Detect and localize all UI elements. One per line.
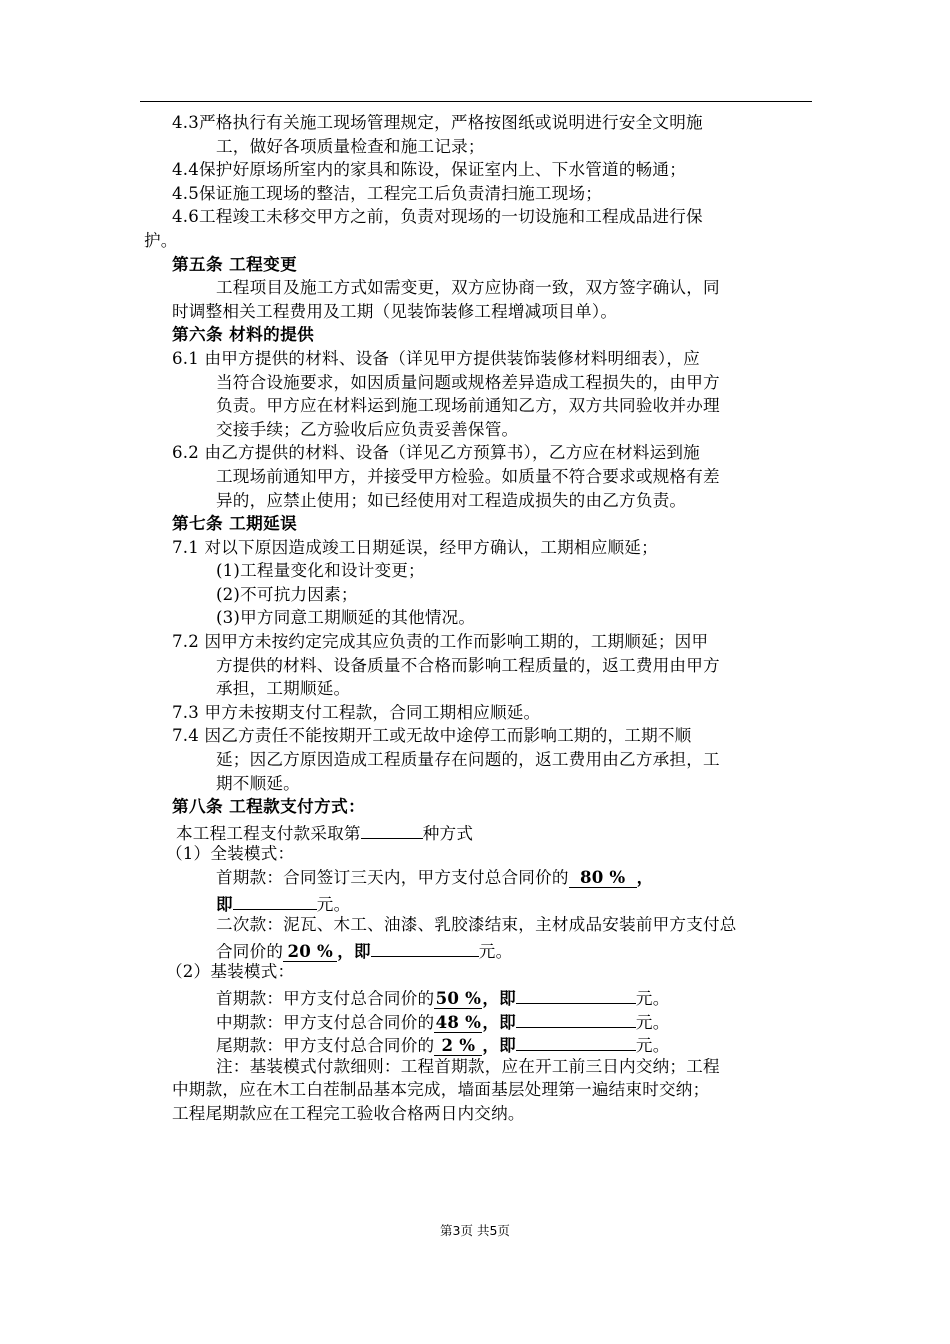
basic-middle-amount-blank[interactable]: [516, 1008, 636, 1028]
clause-7-2-line1: 7.2 因甲方未按约定完成其应负责的工作而影响工期的，工期顺延；因甲: [172, 632, 709, 652]
header-rule: [140, 101, 812, 102]
basic-middle-unit: 元。: [635, 1012, 670, 1032]
basic-middle-text: 中期款：甲方支付总合同价的: [216, 1012, 435, 1032]
clause-7-4-line1: 7.4 因乙方责任不能按期开工或无故中途停工而影响工期的，工期不顺: [172, 726, 692, 746]
section-5-title: 第五条 工程变更: [172, 254, 298, 274]
full-second-amount-blank[interactable]: [371, 937, 479, 957]
full-second-text: 合同价的: [216, 941, 284, 961]
clause-7-1-item3: (3)甲方同意工期顺延的其他情况。: [216, 608, 476, 628]
note-line1: 注：基装模式付款细则：工程首期款，应在开工前三日内交纳；工程: [216, 1056, 720, 1076]
basic-mode-label: （2）基装模式：: [166, 962, 295, 982]
full-second-line2: [172, 937, 812, 961]
clause-4-6-line1: 4.6工程竣工未移交甲方之前，负责对现场的一切设施和工程成品进行保: [172, 207, 703, 227]
basic-first-amount-blank[interactable]: [516, 984, 636, 1004]
section-8-title: 第八条 工程款支付方式：: [172, 797, 366, 817]
clause-7-2-line2: 方提供的材料、设备质量不合格而影响工程质量的，返工费用由甲方: [216, 655, 720, 675]
section-7-title: 第七条 工期延误: [172, 514, 298, 534]
basic-first-amount-label: ，即: [482, 988, 516, 1008]
basic-first-text: 首期款：甲方支付总合同价的: [216, 988, 435, 1008]
basic-first-percent[interactable]: 50 %: [435, 987, 482, 1008]
basic-final-amount-blank[interactable]: [516, 1031, 636, 1051]
basic-final-text: 尾期款：甲方支付总合同价的: [216, 1036, 435, 1056]
full-first-amount-line: [172, 890, 812, 914]
section-6-title: 第六条 材料的提供: [172, 325, 315, 345]
clause-6-1-line3: 负责。甲方应在材料运到施工现场前通知乙方，双方共同验收并办理: [216, 396, 720, 416]
full-second-amount-label: ，即: [337, 941, 371, 961]
clause-4-4: 4.4保护好原场所室内的家具和陈设，保证室内上、下水管道的畅通；: [172, 160, 687, 180]
section-5-line2: 时调整相关工程费用及工期（见装饰装修工程增减项目单）。: [172, 301, 618, 321]
full-first-amount-blank[interactable]: [233, 890, 317, 910]
clause-4-5: 4.5保证施工现场的整洁，工程完工后负责清扫施工现场；: [172, 183, 603, 203]
note-line3: 工程尾期款应在工程完工验收合格两日内交纳。: [172, 1103, 525, 1123]
full-first-percent[interactable]: 80 %: [569, 868, 637, 888]
clause-4-6-line2: 护。: [144, 230, 178, 250]
basic-final-unit: 元。: [635, 1036, 670, 1056]
clause-6-2-line1: 6.2 由乙方提供的材料、设备（详见乙方预算书），乙方应在材料运到施: [172, 443, 700, 463]
clause-7-4-line3: 期不顺延。: [216, 773, 300, 793]
basic-first-line: [172, 984, 812, 1008]
basic-final-amount-label: ，即: [482, 1036, 516, 1056]
note-line2: 中期款，应在木工白茬制品基本完成，墙面基层处理第一遍结束时交纳；: [172, 1080, 710, 1100]
full-first-unit: 元。: [316, 894, 351, 914]
basic-final-percent[interactable]: 2 %: [434, 1036, 482, 1056]
section-8-intro: [172, 819, 812, 843]
document-page: [144, 111, 812, 1126]
basic-middle-line: [172, 1008, 812, 1032]
basic-first-unit: 元。: [635, 988, 670, 1008]
section-8-intro-text: 本工程工程支付款采取第: [176, 823, 361, 843]
full-second-line1: 二次款：泥瓦、木工、油漆、乳胶漆结束，主材成品安装前甲方支付总: [216, 915, 737, 935]
full-first-amount-label: 即: [216, 894, 233, 914]
clause-6-2-line3: 异的，应禁止使用；如已经使用对工程造成损失的由乙方负责。: [216, 490, 687, 510]
full-first-comma: ，: [636, 868, 654, 887]
full-second-unit: 元。: [478, 941, 513, 961]
clause-7-3: 7.3 甲方未按期支付工程款，合同工期相应顺延。: [172, 702, 541, 722]
page-footer: 第3页 共5页: [440, 1223, 510, 1238]
clause-6-1-line1: 6.1 由甲方提供的材料、设备（详见甲方提供装饰装修材料明细表），应: [172, 348, 700, 368]
payment-method-blank[interactable]: [361, 819, 423, 839]
full-mode-label: （1）全装模式：: [166, 844, 295, 864]
clause-7-1: 7.1 对以下原因造成竣工日期延误，经甲方确认，工期相应顺延；: [172, 537, 658, 557]
section-5-line1: 工程项目及施工方式如需变更，双方应协商一致，双方签字确认，同: [216, 278, 720, 298]
full-first-line: [172, 866, 812, 890]
basic-middle-percent[interactable]: 48 %: [435, 1011, 482, 1032]
full-first-text: 首期款：合同签订三天内，甲方支付总合同价的: [216, 868, 569, 887]
clause-7-1-item2: (2)不可抗力因素；: [216, 584, 358, 604]
clause-4-3-line2: 工，做好各项质量检查和施工记录；: [216, 136, 485, 156]
clause-6-1-line2: 当符合设施要求，如因质量问题或规格差异造成工程损失的，由甲方: [216, 372, 720, 392]
clause-7-1-item1: (1)工程量变化和设计变更；: [216, 561, 425, 581]
clause-6-1-line4: 交接手续；乙方验收后应负责妥善保管。: [216, 419, 519, 439]
clause-7-4-line2: 延；因乙方原因造成工程质量存在问题的，返工费用由乙方承担，工: [216, 750, 720, 770]
clause-6-2-line2: 工现场前通知甲方，并接受甲方检验。如质量不符合要求或规格有差: [216, 466, 720, 486]
basic-final-line: [172, 1031, 812, 1055]
clause-7-2-line3: 承担，工期顺延。: [216, 679, 351, 699]
section-8-intro-tail: 种方式: [422, 823, 474, 843]
clause-4-3-line1: 4.3严格执行有关施工现场管理规定，严格按图纸或说明进行安全文明施: [172, 113, 703, 132]
basic-middle-amount-label: ，即: [482, 1012, 516, 1032]
full-second-percent[interactable]: 20 %: [283, 942, 337, 962]
